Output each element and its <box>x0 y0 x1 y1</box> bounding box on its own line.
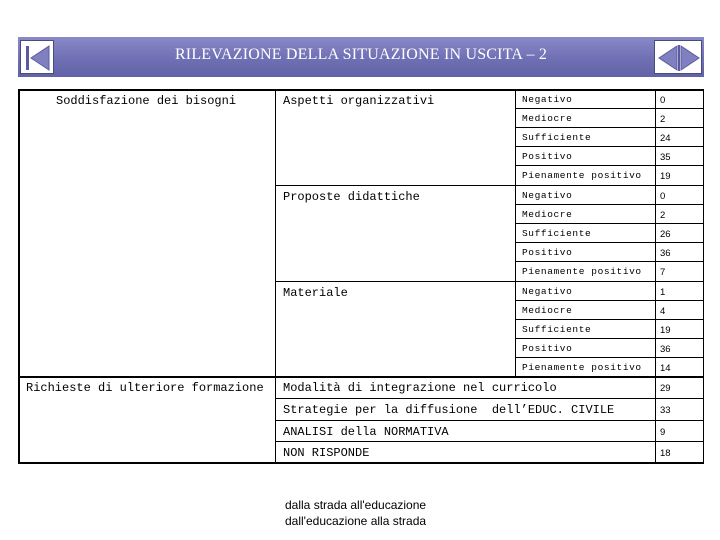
row-divider <box>515 300 704 301</box>
row-divider <box>515 204 704 205</box>
group-divider <box>275 281 704 282</box>
rating-label: Mediocre <box>522 113 573 124</box>
rating-value: 19 <box>660 171 671 182</box>
request-label: NON RISPONDE <box>283 446 370 460</box>
category-further-training: Richieste di ulteriore formazione <box>26 381 264 395</box>
rating-value: 24 <box>660 133 671 144</box>
rating-value: 14 <box>660 363 671 374</box>
col-divider <box>275 89 276 464</box>
rating-label: Sufficiente <box>522 228 592 239</box>
header-banner <box>18 37 704 77</box>
group-divider <box>275 185 704 186</box>
request-label: Strategie per la diffusione dell’EDUC. CIVILE <box>283 403 615 417</box>
rating-value: 4 <box>660 306 666 317</box>
category-satisfaction: Soddisfazione dei bisogni <box>56 94 237 108</box>
request-value: 18 <box>660 448 671 459</box>
request-value: 9 <box>660 427 666 438</box>
page-title: RILEVAZIONE DELLA SITUAZIONE IN USCITA – 2 <box>174 46 548 63</box>
rating-label: Mediocre <box>522 305 573 316</box>
rating-value: 36 <box>660 248 671 259</box>
rating-value: 0 <box>660 191 666 202</box>
footer-motto <box>285 497 426 529</box>
row-divider <box>515 338 704 339</box>
prev-next-button[interactable] <box>654 40 702 74</box>
rating-value: 2 <box>660 210 666 221</box>
footer-line: dall'educazione alla strada <box>285 514 427 528</box>
col-divider <box>515 89 516 376</box>
row-divider <box>275 398 704 399</box>
footer-line: dalla strada all'educazione <box>285 498 427 512</box>
section-divider <box>18 376 704 378</box>
request-label: Modalità di integrazione nel curricolo <box>283 381 557 395</box>
rating-label: Sufficiente <box>522 132 592 143</box>
rating-label: Negativo <box>522 94 573 105</box>
row-divider <box>515 357 704 358</box>
group-label-didactic: Proposte didattiche <box>283 190 420 204</box>
rating-label: Pienamente positivo <box>522 362 642 373</box>
row-divider <box>515 223 704 224</box>
rating-value: 36 <box>660 344 671 355</box>
rating-label: Positivo <box>522 247 573 258</box>
row-divider <box>515 261 704 262</box>
row-divider <box>515 165 704 166</box>
results-table <box>18 89 704 464</box>
rating-value: 2 <box>660 114 666 125</box>
rating-label: Negativo <box>522 190 573 201</box>
row-divider <box>515 242 704 243</box>
rating-value: 1 <box>660 287 666 298</box>
rating-value: 0 <box>660 95 666 106</box>
rating-value: 26 <box>660 229 671 240</box>
group-label-material: Materiale <box>283 286 348 300</box>
request-label: ANALISI della NORMATIVA <box>283 425 449 439</box>
rating-label: Pienamente positivo <box>522 266 642 277</box>
rating-label: Positivo <box>522 343 573 354</box>
rating-label: Positivo <box>522 151 573 162</box>
rating-value: 19 <box>660 325 671 336</box>
row-divider <box>515 127 704 128</box>
rating-label: Negativo <box>522 286 573 297</box>
row-divider <box>275 420 704 421</box>
rating-value: 35 <box>660 152 671 163</box>
rating-label: Pienamente positivo <box>522 170 642 181</box>
rating-value: 7 <box>660 267 666 278</box>
request-value: 33 <box>660 405 671 416</box>
row-divider <box>515 146 704 147</box>
group-label-organizational: Aspetti organizzativi <box>283 94 435 108</box>
rating-label: Sufficiente <box>522 324 592 335</box>
row-divider <box>515 108 704 109</box>
row-divider <box>515 319 704 320</box>
rating-label: Mediocre <box>522 209 573 220</box>
request-value: 29 <box>660 383 671 394</box>
row-divider <box>275 441 704 442</box>
